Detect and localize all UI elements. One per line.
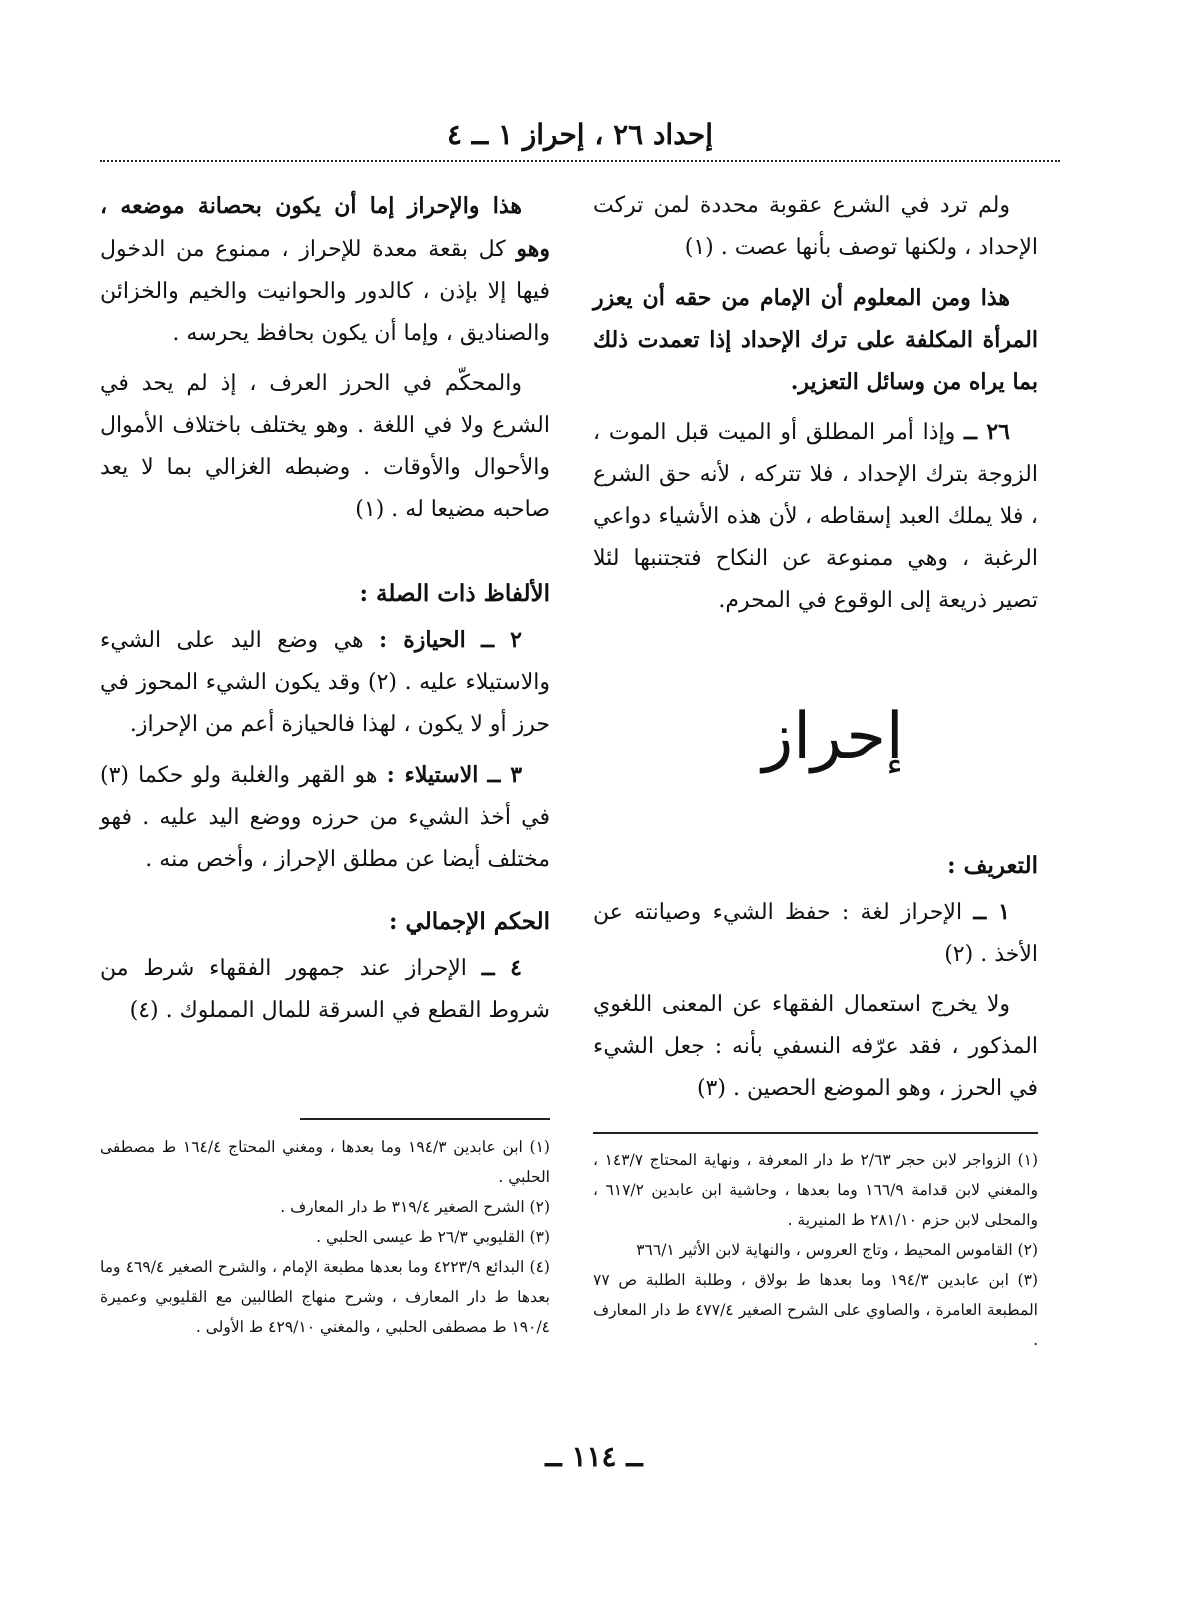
definition-1 bbox=[593, 891, 1038, 976]
section-heading: الألفاظ ذات الصلة : bbox=[359, 580, 550, 607]
ruling-4 bbox=[100, 947, 550, 1032]
term: الاستيلاء : bbox=[386, 762, 479, 788]
header-divider bbox=[100, 160, 1060, 162]
term: الحيازة : bbox=[379, 627, 466, 653]
paragraph-lead: هذا والإحراز إما أن يكون بحصانة موضعه ، وهو bbox=[100, 193, 550, 262]
entry-text: الإحراز لغة : حفظ الشيء وصيانته عن الأخذ . (٢) bbox=[593, 900, 1038, 967]
footnote-divider bbox=[593, 1132, 1038, 1134]
footnote-divider bbox=[300, 1118, 550, 1120]
right-column bbox=[593, 185, 1038, 630]
page-number: ــ ١١٤ ــ bbox=[545, 1440, 643, 1473]
paragraph: هذا ومن المعلوم أن الإمام من حقه أن يعزر المرأة المكلفة على ترك الإحداد إذا تعمدت ذلك بما يراه من وسائل التعزير. bbox=[593, 285, 1038, 395]
definition-section bbox=[593, 845, 1038, 1118]
entry-text: هي وضع اليد على الشيء والاستيلاء عليه . (٢) وقد يكون الشيء المحوز في حرز أو لا يكون ، لهذا فالحيازة أعم من الإحراز. bbox=[100, 628, 550, 737]
footnote: (١) ابن عابدين ١٩٤/٣ وما بعدها ، ومغني المحتاج ١٦٤/٤ ط مصطفى الحلبي . bbox=[100, 1138, 550, 1186]
paragraph: والمحكّم في الحرز العرف ، إذ لم يحد في الشرع ولا في اللغة . وهو يختلف باختلاف الأموال والأحوال والأوقات . وضبطه الغزالي بما لا يعد صاحبه مضيعا له . (١) bbox=[100, 371, 550, 522]
entry-number: ٢ ــ bbox=[481, 627, 522, 653]
paragraph: ولم ترد في الشرع عقوبة محددة لمن تركت الإحداد ، ولكنها توصف بأنها عصت . (١) bbox=[593, 193, 1038, 260]
footnote: (١) الزواجر لابن حجر ٢/٦٣ ط دار المعرفة ، ونهاية المحتاج ١٤٣/٧ ، والمغني لابن قدامة ١٦٦/٩ وما بعدها ، وحاشية ابن عابدين ٦١٧/٢ ، والمحلى لابن حزم ٢٨١/١٠ ط المنيرية . bbox=[593, 1151, 1039, 1229]
entry-number: ٣ ــ bbox=[487, 762, 523, 788]
entry-number: ١ ــ bbox=[973, 899, 1010, 925]
entry-number: ٤ ــ bbox=[481, 955, 522, 981]
left-column bbox=[100, 185, 550, 1040]
footnote: (٤) البدائع ٤٢٢٣/٩ وما بعدها مطبعة الإمام ، والشرح الصغير ٤٦٩/٤ وما بعدها ط دار المعارف ، وشرح منهاج الطالبين مع القليوبي وعميرة ١٩٠/٤ ط مصطفى الحلبي ، والمغني ٤٢٩/١٠ ط الأولى . bbox=[100, 1258, 550, 1336]
paragraph: ولا يخرج استعمال الفقهاء عن المعنى اللغوي المذكور ، فقد عرّفه النسفي بأنه : جعل الشيء في الحرز ، وهو الموضع الحصين . (٣) bbox=[593, 992, 1038, 1101]
entry-title: إحراز bbox=[762, 700, 904, 774]
entry-number: ٢٦ ــ bbox=[964, 419, 1010, 445]
footnotes-right bbox=[593, 1145, 1038, 1355]
entry-text: هو القهر والغلبة ولو حكما (٣) في أخذ الشيء من حرزه ووضع اليد عليه . فهو مختلف أيضا عن مطلق الإحراز ، وأخص منه . bbox=[100, 763, 550, 872]
section-heading: الحكم الإجمالي : bbox=[389, 908, 550, 935]
footnote: (٢) الشرح الصغير ٣١٩/٤ ط دار المعارف . bbox=[280, 1198, 550, 1216]
footnotes-left bbox=[100, 1132, 550, 1342]
footnote: (٣) القليوبي ٢٦/٣ ط عيسى الحلبي . bbox=[316, 1228, 550, 1246]
related-term-3 bbox=[100, 754, 550, 881]
entry-26 bbox=[593, 411, 1038, 622]
related-term-2 bbox=[100, 619, 550, 746]
entry-text: الإحراز عند جمهور الفقهاء شرط من شروط القطع في السرقة للمال المملوك . (٤) bbox=[100, 956, 550, 1023]
paragraph bbox=[100, 185, 550, 355]
footnote: (٣) ابن عابدين ١٩٤/٣ وما بعدها ط بولاق ، وطلبة الطلبة ص ٧٧ المطبعة العامرة ، والصاوي على الشرح الصغير ٤٧٧/٤ ط دار المعارف . bbox=[593, 1271, 1038, 1349]
paragraph-text: كل بقعة معدة للإحراز ، ممنوع من الدخول فيها إلا بإذن ، كالدور والحوانيت والخيم والخزائن والصناديق ، وإما أن يكون بحافظ يحرسه . bbox=[100, 237, 550, 346]
footnote: (٢) القاموس المحيط ، وتاج العروس ، والنهاية لابن الأثير ٣٦٦/١ bbox=[636, 1241, 1038, 1259]
entry-text: وإذا أمر المطلق أو الميت قبل الموت ، الزوجة بترك الإحداد ، فلا تتركه ، لأنه حق الشرع ، فلا يملك العبد إسقاطه ، لأن هذه الأشياء دواعي الرغبة ، وهي ممنوعة عن النكاح فتجتنبها لئلا تصير ذريعة إلى الوقوع في المحرم. bbox=[593, 420, 1038, 613]
running-header: إحداد ٢٦ ، إحراز ١ ــ ٤ bbox=[447, 118, 713, 151]
section-heading: التعريف : bbox=[947, 852, 1038, 879]
